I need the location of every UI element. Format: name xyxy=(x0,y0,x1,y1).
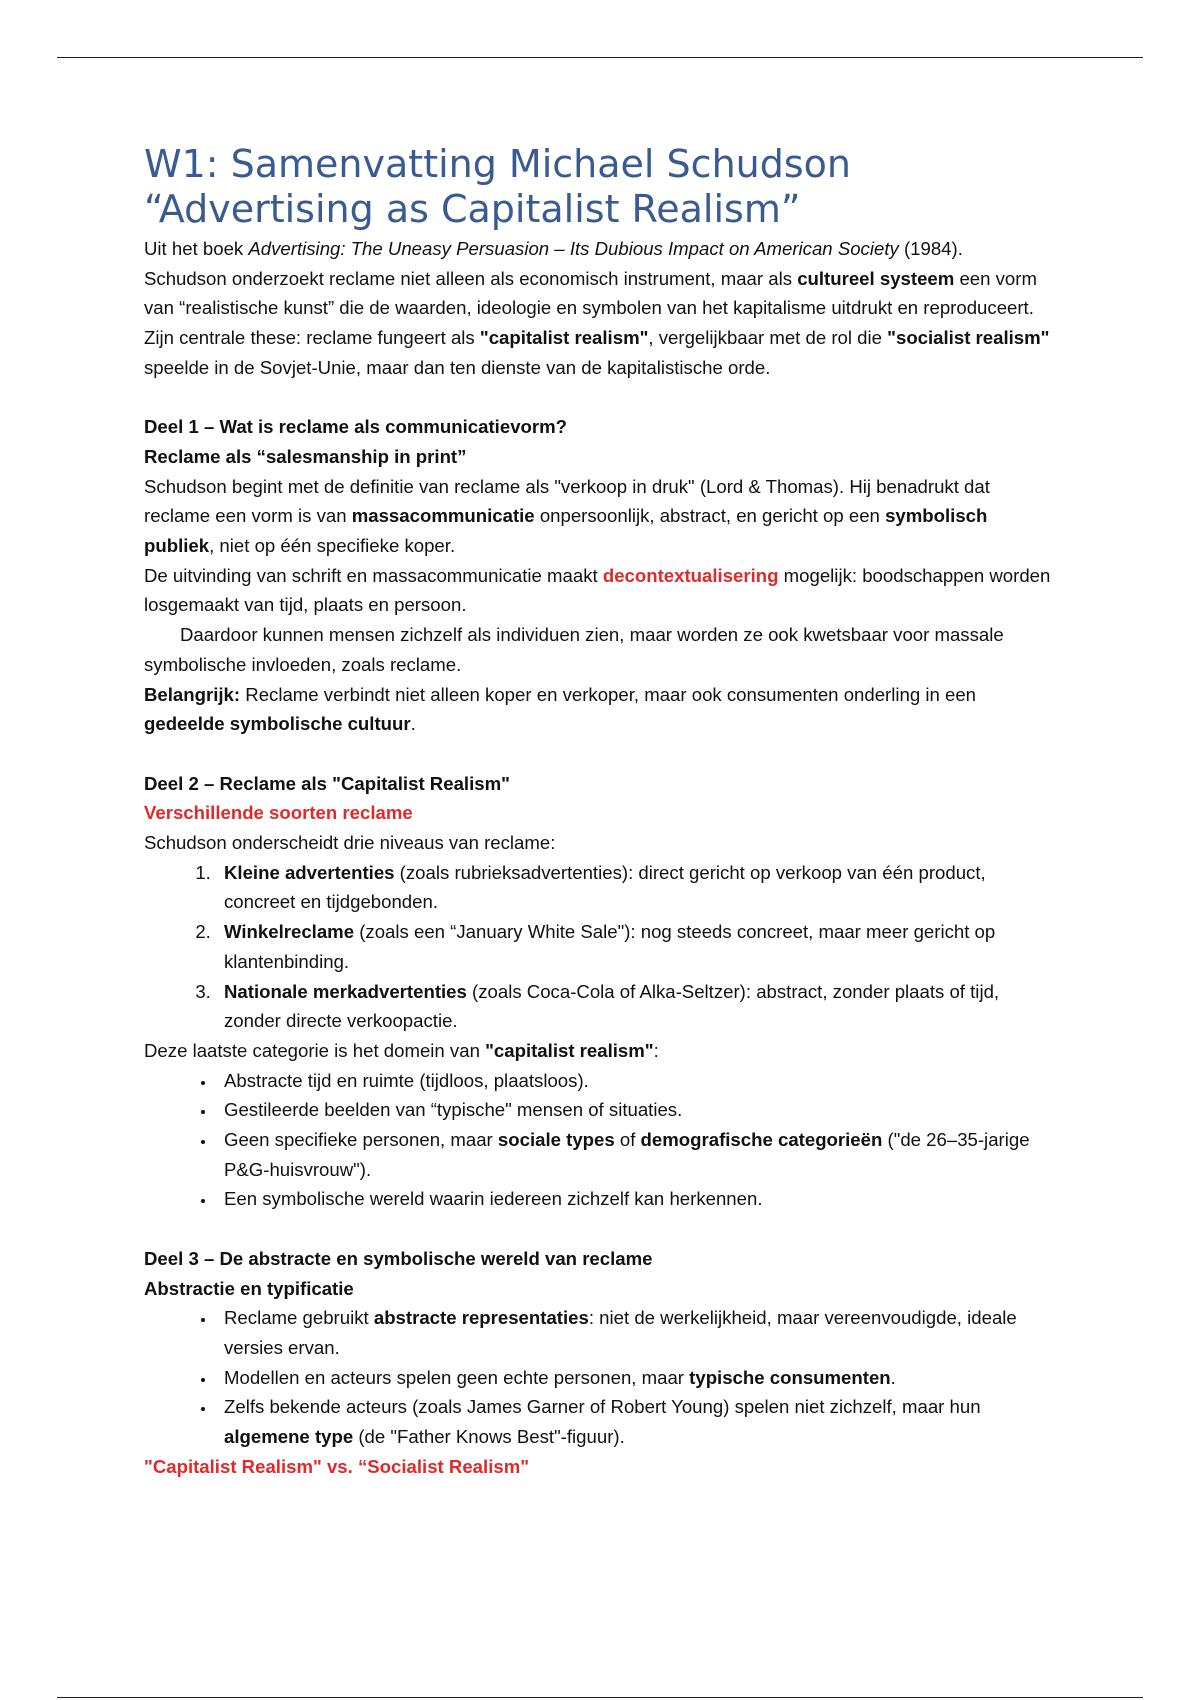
text-segment: Schudson onderscheidt drie niveaus van reclame: xyxy=(144,832,556,854)
bold-text: symbolisch publiek xyxy=(144,505,988,557)
text-segment: , niet op één specifieke koper. xyxy=(209,535,456,557)
footer-rule xyxy=(57,1697,1143,1698)
paragraph xyxy=(144,1036,1056,1066)
italic-text: Advertising: The Uneasy Persuasion – Its Dubious Impact on American Society xyxy=(248,238,899,259)
highlighted-text: decontextualisering xyxy=(602,564,779,586)
bold-text: abstracte representaties xyxy=(373,1307,589,1329)
text-segment: Gestileerde beelden van “typische" mensen of situaties. xyxy=(224,1099,683,1121)
text-segment: Abstracte tijd en ruimte (tijdloos, plaatsloos). xyxy=(224,1069,589,1091)
bold-text: "capitalist realism" xyxy=(485,1039,654,1061)
text-segment: (zoals Coca-Cola of Alka-Seltzer): abstract, zonder plaats of tijd, zonder directe verkoopactie. xyxy=(224,980,1000,1032)
bold-text: Deel 1 – Wat is reclame als communicatievorm? xyxy=(144,416,568,438)
list-item xyxy=(216,1066,1056,1096)
bullet-list xyxy=(144,1066,1056,1215)
bold-text: sociale types xyxy=(497,1129,615,1151)
bold-text: demografische categorieën xyxy=(640,1129,883,1151)
document-title xyxy=(144,142,1056,232)
text-segment: (1984). xyxy=(898,238,963,259)
numbered-list xyxy=(144,858,1056,1036)
paragraph xyxy=(144,1452,1056,1482)
list-item xyxy=(216,1363,1056,1393)
section-heading xyxy=(144,769,1056,799)
document-body xyxy=(144,142,1056,1481)
list-item xyxy=(216,1095,1056,1125)
paragraph xyxy=(144,828,1056,858)
bold-text: "capitalist realism" xyxy=(479,327,649,349)
paragraph xyxy=(144,442,1056,472)
text-segment: of xyxy=(614,1129,641,1151)
text-segment: Reclame gebruikt xyxy=(224,1307,374,1329)
text-segment: mogelijk: boodschappen worden losgemaakt van tijd, plaats en persoon. xyxy=(144,564,1051,616)
text-segment: (de "Father Knows Best"-figuur). xyxy=(353,1426,625,1448)
title-line-2: “Advertising as Capitalist Realism” xyxy=(144,187,801,231)
section-heading xyxy=(144,412,1056,442)
bold-text: massacommunicatie xyxy=(351,505,535,527)
paragraph xyxy=(144,1274,1056,1304)
list-item xyxy=(216,977,1056,1036)
text-segment: ("de 26–35-jarige P&G-huisvrouw"). xyxy=(224,1129,1030,1180)
paragraph xyxy=(144,234,1056,264)
bold-text: gedeelde symbolische cultuur xyxy=(144,713,411,735)
paragraph xyxy=(144,798,1056,828)
text-segment: Modellen en acteurs spelen geen echte personen, maar xyxy=(224,1366,690,1388)
bold-text: Belangrijk: xyxy=(144,683,241,705)
bold-text: typische consumenten xyxy=(689,1366,891,1388)
text-segment: Deze laatste categorie is het domein van xyxy=(144,1039,486,1061)
paragraph xyxy=(144,620,1056,679)
bullet-list xyxy=(144,1303,1056,1452)
text-segment: De uitvinding van schrift en massacommunicatie maakt xyxy=(144,564,603,586)
list-item xyxy=(216,1392,1056,1451)
bold-text: Deel 2 – Reclame als "Capitalist Realism" xyxy=(144,772,510,794)
list-item xyxy=(216,1184,1056,1214)
document-text xyxy=(144,234,1056,1481)
bold-text: Nationale merkadvertenties xyxy=(224,980,467,1002)
bold-text: Kleine advertenties xyxy=(224,861,395,883)
title-line-1: W1: Samenvatting Michael Schudson xyxy=(144,142,851,186)
paragraph xyxy=(144,264,1056,383)
text-segment: een vorm van “realistische kunst” die de waarden, ideologie en symbolen van het kapitalisme uitdrukt en reproduceert. Zijn centrale these: reclame fungeert als xyxy=(144,267,1037,349)
text-segment: . xyxy=(410,713,416,735)
paragraph xyxy=(144,472,1056,561)
paragraph xyxy=(144,680,1056,739)
text-segment: : niet de werkelijkheid, maar vereenvoudigde, ideale versies ervan. xyxy=(224,1307,1017,1358)
list-item xyxy=(216,1125,1056,1184)
list-item xyxy=(216,858,1056,917)
bold-text: "socialist realism" xyxy=(887,327,1050,349)
text-segment: . xyxy=(890,1366,896,1388)
text-segment: Zelfs bekende acteurs (zoals James Garner of Robert Young) spelen niet zichzelf, maar hun xyxy=(224,1396,981,1418)
text-segment: (zoals een “January White Sale"): nog steeds concreet, maar meer gericht op klantenbinding. xyxy=(224,921,996,972)
text-segment: (zoals rubrieksadvertenties): direct gericht op verkoop van één product, concreet en tijdgebonden. xyxy=(224,861,986,913)
text-segment: speelde in de Sovjet-Unie, maar dan ten dienste van de kapitalistische orde. xyxy=(144,356,771,378)
bold-text: Winkelreclame xyxy=(224,921,355,943)
text-segment: Een symbolische wereld waarin iedereen zichzelf kan herkennen. xyxy=(224,1188,763,1210)
bold-text: Reclame als “salesmanship in print” xyxy=(144,445,467,467)
bold-text: cultureel systeem xyxy=(797,267,955,289)
text-segment: , vergelijkbaar met de rol die xyxy=(648,327,888,349)
text-segment: : xyxy=(653,1039,659,1061)
section-heading xyxy=(144,1244,1056,1274)
text-segment: Schudson onderzoekt reclame niet alleen als economisch instrument, maar als xyxy=(144,267,798,289)
highlighted-text: "Capitalist Realism" vs. “Socialist Realism" xyxy=(144,1455,530,1477)
list-item xyxy=(216,1303,1056,1362)
text-segment: Daardoor kunnen mensen zichzelf als individuen zien, maar worden ze ook kwetsbaar voor massale symbolische invloeden, zoals reclame. xyxy=(144,624,1004,675)
text-segment: Schudson begint met de definitie van reclame als "verkoop in druk" (Lord & Thomas). Hij benadrukt dat reclame een vorm is van xyxy=(144,475,990,527)
text-segment: Reclame verbindt niet alleen koper en verkoper, maar ook consumenten onderling in een xyxy=(240,683,977,705)
bold-text: Deel 3 – De abstracte en symbolische wereld van reclame xyxy=(144,1247,653,1269)
list-item xyxy=(216,917,1056,976)
paragraph xyxy=(144,561,1056,620)
header-rule xyxy=(57,57,1143,58)
bold-text: algemene type xyxy=(224,1426,354,1448)
text-segment: onpersoonlijk, abstract, en gericht op een xyxy=(534,505,886,527)
text-segment: Uit het boek xyxy=(144,238,249,259)
bold-text: Abstractie en typificatie xyxy=(144,1277,354,1299)
text-segment: Geen specifieke personen, maar xyxy=(224,1129,498,1151)
highlighted-text: Verschillende soorten reclame xyxy=(144,802,413,824)
